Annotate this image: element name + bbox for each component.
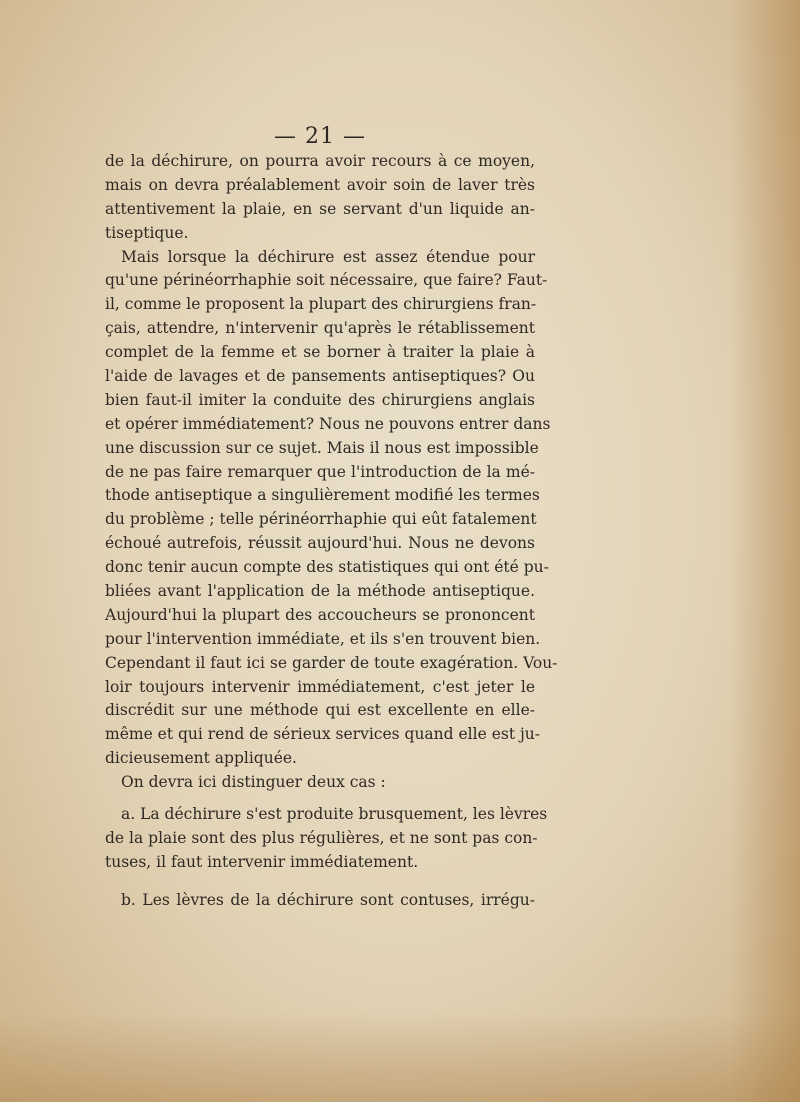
text-line: thode antiseptique a singulièrement modifié les termes bbox=[105, 486, 540, 505]
text-line: On devra ici distinguer deux cas : bbox=[121, 773, 386, 792]
text-line: dicieusement appliquée. bbox=[105, 749, 297, 768]
text-line: complet de la femme et se borner à traiter la plaie à bbox=[105, 343, 535, 362]
text-line: pour l'intervention immédiate, et ils s'en trouvent bien. bbox=[105, 629, 541, 648]
text-line: Aujourd'hui la plupart des accoucheurs se prononcent bbox=[105, 605, 535, 624]
text-line: qu'une périnéorrhaphie soit nécessaire, que faire? Faut- bbox=[105, 271, 548, 290]
text-line: b. Les lèvres de la déchirure sont contuses, irrégu- bbox=[121, 890, 535, 909]
text-line: discrédit sur une méthode qui est excellente en elle- bbox=[105, 701, 535, 720]
text-line: il, comme le proposent la plupart des chirurgiens fran- bbox=[105, 295, 537, 314]
page-number: — 21 — bbox=[274, 124, 366, 149]
paper-edge-stain bbox=[730, 0, 800, 1102]
text-line: échoué autrefois, réussit aujourd'hui. Nous ne devons bbox=[105, 534, 535, 553]
text-line: bliées avant l'application de la méthode antiseptique. bbox=[105, 582, 535, 601]
text-line: et opérer immédiatement? Nous ne pouvons entrer dans bbox=[105, 414, 551, 433]
text-line: loir toujours intervenir immédiatement, c'est jeter le bbox=[105, 677, 535, 696]
text-line: de ne pas faire remarquer que l'introduction de la mé- bbox=[105, 462, 535, 481]
body-text bbox=[105, 150, 558, 913]
paper-bottom-stain bbox=[0, 1012, 800, 1102]
text-line: de la plaie sont des plus régulières, et ne sont pas con- bbox=[105, 828, 538, 847]
text-line: de la déchirure, on pourra avoir recours à ce moyen, bbox=[105, 152, 535, 170]
text-line: a. La déchirure s'est produite brusquement, les lèvres bbox=[121, 805, 548, 824]
text-line: Mais lorsque la déchirure est assez étendue pour bbox=[121, 247, 535, 266]
text-line: tiseptique. bbox=[105, 223, 189, 242]
text-line: l'aide de lavages et de pansements antiseptiques? Ou bbox=[105, 367, 535, 386]
text-line: même et qui rend de sérieux services quand elle est ju- bbox=[105, 725, 540, 744]
text-line: donc tenir aucun compte des statistiques qui ont été pu- bbox=[105, 558, 549, 577]
text-line: attentivement la plaie, en se servant d'un liquide an- bbox=[105, 199, 535, 218]
text-line: mais on devra préalablement avoir soin de laver très bbox=[105, 175, 535, 194]
text-line: Cependant il faut ici se garder de toute exagération. Vou- bbox=[105, 653, 558, 672]
text-line: bien faut-il imiter la conduite des chirurgiens anglais bbox=[105, 390, 535, 409]
text-line: du problème ; telle périnéorrhaphie qui eût fatalement bbox=[105, 510, 537, 529]
text-line: tuses, il faut intervenir immédiatement. bbox=[105, 852, 419, 871]
text-line: une discussion sur ce sujet. Mais il nous est impossible bbox=[105, 438, 539, 457]
text-line: çais, attendre, n'intervenir qu'après le rétablissement bbox=[105, 319, 535, 338]
